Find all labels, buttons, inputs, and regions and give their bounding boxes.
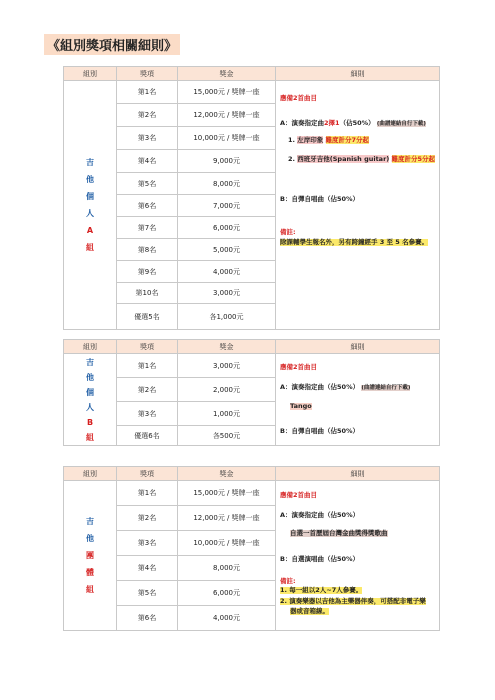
rank-cell: 第10名 [117, 283, 178, 304]
prize-cell: 各500元 [178, 426, 276, 446]
difficulty-note: 難度計分5分起 [391, 155, 436, 163]
table-header-row [64, 340, 440, 354]
rank-cell: 第4名 [117, 150, 178, 173]
group-char: 他 [86, 534, 94, 543]
prize-cell: 各1,000元 [178, 304, 276, 330]
header-prize: 獎金 [178, 467, 276, 481]
required-pieces: 應備2首曲目 [280, 94, 318, 102]
group-char: 個 [86, 192, 94, 201]
header-group: 組別 [64, 467, 117, 481]
section-a-text: A：演奏指定曲（佔50%） [280, 383, 360, 391]
rank-cell: 第2名 [117, 104, 178, 127]
details-cell [276, 81, 440, 330]
header-group: 組別 [64, 340, 117, 354]
group-name-cell [64, 81, 117, 330]
rank-cell: 第3名 [117, 402, 178, 426]
table-row [64, 354, 440, 378]
group-name-cell [64, 481, 117, 631]
group-name-cell [64, 354, 117, 446]
rank-cell: 第6名 [117, 606, 178, 631]
prize-cell: 10,000元 / 獎牌一座 [178, 531, 276, 556]
note-text: 器或音箱線。 [290, 607, 329, 615]
prize-cell: 6,000元 [178, 581, 276, 606]
section-b: B：自選演唱曲（佔50%） [280, 555, 360, 563]
group-char: 人 [86, 209, 94, 218]
rank-cell: 第1名 [117, 481, 178, 506]
rank-cell: 第5名 [117, 173, 178, 195]
section-a [280, 120, 426, 128]
section-b: B：自彈自唱曲（佔50%） [280, 195, 360, 203]
header-rank: 獎項 [117, 340, 178, 354]
prize-cell: 12,000元 / 獎牌一座 [178, 506, 276, 531]
prize-cell: 4,000元 [178, 261, 276, 283]
group-a-table [63, 66, 440, 330]
section-a-prefix: A：演奏指定曲 [280, 119, 325, 127]
group-char: 人 [86, 402, 94, 412]
rank-cell: 第3名 [117, 127, 178, 150]
group-char: 他 [86, 175, 94, 184]
table-row [64, 81, 440, 104]
table-header-row [64, 467, 440, 481]
prize-cell: 4,000元 [178, 606, 276, 631]
section-a-pct: （佔50%） [339, 119, 375, 127]
note-label: 備註: [280, 577, 296, 585]
rank-cell: 第1名 [117, 81, 178, 104]
group-char: 個 [86, 387, 94, 397]
table-row [64, 481, 440, 506]
group-char: 組 [86, 432, 94, 442]
rank-cell: 第5名 [117, 581, 178, 606]
group-char: A [86, 226, 94, 235]
prize-cell: 10,000元 / 獎牌一座 [178, 127, 276, 150]
section-a [280, 384, 410, 392]
prize-cell: 7,000元 [178, 195, 276, 217]
piece-number: 2. [288, 155, 295, 163]
difficulty-note: 難度計分7分起 [325, 136, 370, 144]
group-char: 組 [86, 243, 94, 252]
prize-cell: 8,000元 [178, 173, 276, 195]
prize-cell: 15,000元 / 獎牌一座 [178, 481, 276, 506]
prize-cell: 5,000元 [178, 239, 276, 261]
prize-cell: 6,000元 [178, 217, 276, 239]
rank-cell: 第6名 [117, 195, 178, 217]
details-cell [276, 481, 440, 631]
rank-cell: 第2名 [117, 378, 178, 402]
group-char: 團 [86, 551, 94, 560]
prize-cell: 9,000元 [178, 150, 276, 173]
prize-cell: 1,000元 [178, 402, 276, 426]
score-link-note: (曲譜連結自行下載) [376, 121, 426, 127]
rank-cell: 第9名 [117, 261, 178, 283]
section-a: A：演奏指定曲（佔50%） [280, 511, 360, 519]
header-rank: 獎項 [117, 467, 178, 481]
rank-cell: 第1名 [117, 354, 178, 378]
note-text: 1. 每一組以2人~7人參賽。 [280, 586, 363, 594]
required-pieces: 應備2首曲目 [280, 491, 318, 499]
table-header-row [64, 67, 440, 81]
prize-cell: 3,000元 [178, 354, 276, 378]
section-b: B：自彈自唱曲（佔50%） [280, 427, 360, 435]
rank-cell: 優選5名 [117, 304, 178, 330]
prize-cell: 15,000元 / 獎牌一座 [178, 81, 276, 104]
set-piece-1 [288, 137, 369, 144]
set-piece: 自選一首歷屆台灣金曲獎得獎歌曲 [290, 529, 388, 537]
set-piece-2 [288, 156, 435, 163]
header-detail: 細則 [276, 67, 440, 81]
ensemble-table [63, 466, 440, 631]
header-prize: 獎金 [178, 340, 276, 354]
rank-cell: 第7名 [117, 217, 178, 239]
rank-cell: 第3名 [117, 531, 178, 556]
piece-number: 1. [288, 136, 295, 144]
section-a-choice: 2擇1 [324, 119, 340, 127]
details-cell [276, 354, 440, 446]
group-char: 他 [86, 372, 94, 382]
group-char: 組 [86, 585, 94, 594]
header-group: 組別 [64, 67, 117, 81]
prize-cell: 2,000元 [178, 378, 276, 402]
note-text: 2. 演奏樂器以吉他為主樂器伴奏，可搭配非電子樂 [280, 597, 426, 605]
rank-cell: 優選6名 [117, 426, 178, 446]
header-rank: 獎項 [117, 67, 178, 81]
group-char: B [86, 417, 94, 427]
group-char: 體 [86, 568, 94, 577]
header-detail: 細則 [276, 340, 440, 354]
group-char: 吉 [86, 517, 94, 526]
prize-cell: 12,000元 / 獎牌一座 [178, 104, 276, 127]
set-piece: Tango [290, 402, 312, 410]
header-prize: 獎金 [178, 67, 276, 81]
note-text: 除課輔學生報名外，另有跨鐘經手 3 至 5 名參賽。 [280, 238, 429, 246]
rank-cell: 第8名 [117, 239, 178, 261]
page-title: 《組別獎項相關細則》 [44, 34, 180, 55]
piece-title: 左岸印象 [297, 136, 324, 144]
prize-cell: 8,000元 [178, 556, 276, 581]
group-b-table [63, 339, 440, 446]
rank-cell: 第2名 [117, 506, 178, 531]
group-char: 吉 [86, 158, 94, 167]
group-char: 吉 [86, 357, 94, 367]
prize-cell: 3,000元 [178, 283, 276, 304]
piece-title: 西班牙吉他(Spanish guitar) [297, 155, 390, 163]
note-label: 備註: [280, 228, 296, 236]
required-pieces: 應備2首曲目 [280, 363, 318, 371]
header-detail: 細則 [276, 467, 440, 481]
score-link-note: (曲譜連結自行下載) [361, 385, 411, 391]
rank-cell: 第4名 [117, 556, 178, 581]
